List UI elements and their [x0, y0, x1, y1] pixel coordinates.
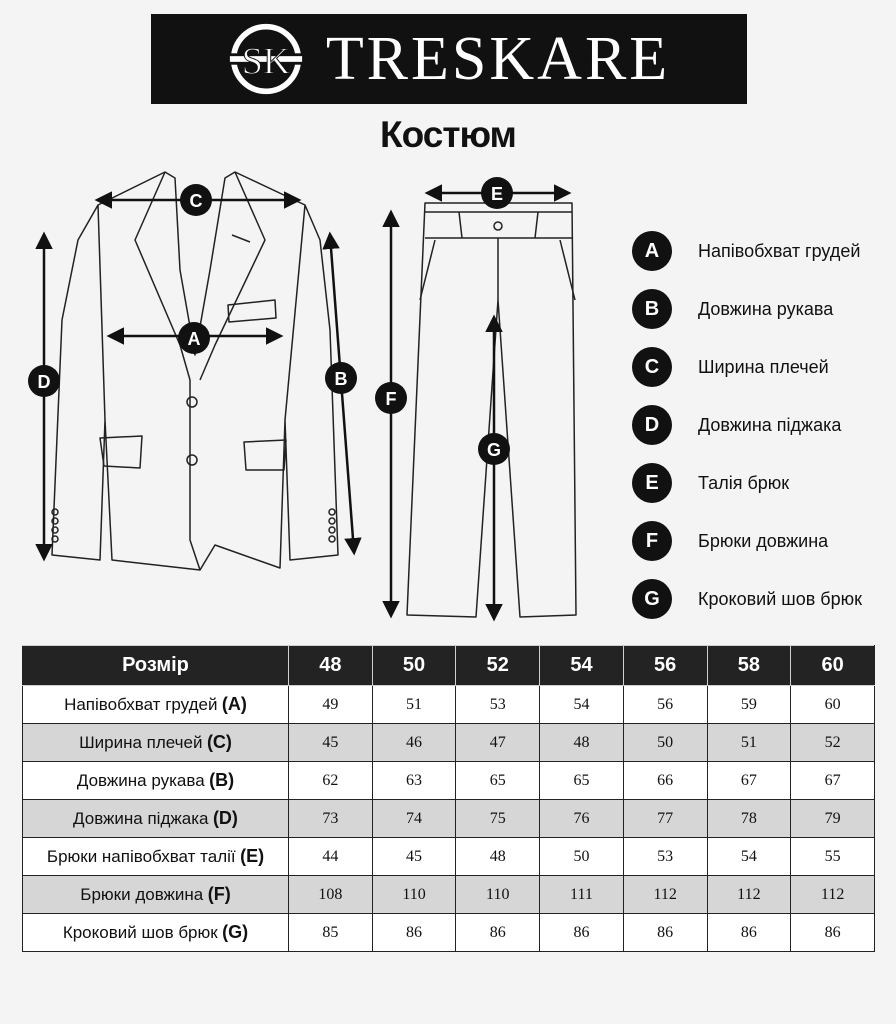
table-cell: 62 — [289, 762, 373, 800]
table-cell: 59 — [707, 686, 791, 724]
size-column-header: 60 — [791, 646, 875, 686]
table-cell: 112 — [791, 876, 875, 914]
table-row — [23, 800, 875, 838]
table-cell: 48 — [540, 724, 624, 762]
table-cell: 56 — [623, 686, 707, 724]
table-cell: 44 — [289, 838, 373, 876]
row-label: Брюки напівобхват талії — [46, 847, 236, 866]
badge-f — [375, 382, 407, 414]
table-cell: 86 — [707, 914, 791, 952]
table-cell: 75 — [456, 800, 540, 838]
table-cell: 45 — [372, 838, 456, 876]
page-title: Костюм — [380, 114, 516, 155]
badge-c — [180, 184, 212, 216]
row-code: (C) — [206, 732, 232, 752]
table-cell: 49 — [289, 686, 373, 724]
table-row — [23, 762, 875, 800]
badge-e — [481, 177, 513, 209]
table-cell: 53 — [623, 838, 707, 876]
table-cell: 73 — [289, 800, 373, 838]
size-column-header: 48 — [289, 646, 373, 686]
size-column-header: 56 — [623, 646, 707, 686]
suit-measurement-diagram — [0, 160, 620, 630]
row-header — [23, 686, 289, 724]
row-code: (F) — [207, 884, 231, 904]
trousers-drawing — [407, 203, 576, 617]
badge-b — [325, 362, 357, 394]
svg-text:C: C — [189, 191, 203, 211]
legend-item-g — [628, 570, 896, 628]
legend-letter: C — [632, 347, 672, 387]
table-cell: 110 — [456, 876, 540, 914]
legend-letter: B — [632, 289, 672, 329]
jacket-drawing — [52, 172, 338, 570]
table-cell: 55 — [791, 838, 875, 876]
legend-letter: G — [632, 579, 672, 619]
legend-item-c — [628, 338, 896, 396]
legend-letter: F — [632, 521, 672, 561]
table-cell: 66 — [623, 762, 707, 800]
badge-d — [28, 365, 60, 397]
table-cell: 86 — [791, 914, 875, 952]
row-header — [23, 876, 289, 914]
table-cell: 79 — [791, 800, 875, 838]
table-cell: 76 — [540, 800, 624, 838]
badge-g — [478, 433, 510, 465]
table-header-row — [23, 646, 875, 686]
row-label: Ширина плечей — [79, 733, 203, 752]
table-cell: 86 — [623, 914, 707, 952]
row-code: (B) — [209, 770, 235, 790]
table-cell: 54 — [540, 686, 624, 724]
legend-text: Напівобхват грудей — [698, 240, 861, 261]
legend-item-f — [628, 512, 896, 570]
legend-text: Довжина піджака — [698, 414, 842, 435]
table-row — [23, 724, 875, 762]
legend-letter: D — [632, 405, 672, 445]
legend-text: Брюки довжина — [698, 530, 829, 551]
table-cell: 112 — [623, 876, 707, 914]
row-code: (D) — [212, 808, 238, 828]
table-cell: 108 — [289, 876, 373, 914]
legend-text: Кроковий шов брюк — [698, 588, 862, 609]
table-cell: 111 — [540, 876, 624, 914]
legend-item-d — [628, 396, 896, 454]
row-label: Брюки довжина — [80, 885, 204, 904]
table-cell: 63 — [372, 762, 456, 800]
size-column-header: 52 — [456, 646, 540, 686]
legend-item-a — [628, 222, 896, 280]
svg-text:E: E — [490, 184, 504, 204]
svg-text:B: B — [334, 369, 348, 389]
size-column-header: 50 — [372, 646, 456, 686]
table-cell: 86 — [540, 914, 624, 952]
table-cell: 85 — [289, 914, 373, 952]
table-cell: 51 — [707, 724, 791, 762]
table-cell: 52 — [791, 724, 875, 762]
row-header — [23, 724, 289, 762]
row-code: (E) — [240, 846, 265, 866]
table-cell: 65 — [540, 762, 624, 800]
table-cell: 86 — [456, 914, 540, 952]
table-cell: 46 — [372, 724, 456, 762]
table-cell: 60 — [791, 686, 875, 724]
table-cell: 86 — [372, 914, 456, 952]
row-header — [23, 800, 289, 838]
size-column-header: 58 — [707, 646, 791, 686]
table-row — [23, 876, 875, 914]
size-table — [22, 645, 875, 952]
legend-text: Довжина рукава — [698, 298, 834, 319]
table-cell: 67 — [791, 762, 875, 800]
size-header-label: Розмір — [23, 646, 289, 686]
table-cell: 67 — [707, 762, 791, 800]
table-cell: 74 — [372, 800, 456, 838]
row-code: (A) — [221, 694, 247, 714]
table-cell: 78 — [707, 800, 791, 838]
size-column-header: 54 — [540, 646, 624, 686]
row-label: Довжина піджака — [73, 809, 209, 828]
legend-letter: E — [632, 463, 672, 503]
table-row — [23, 914, 875, 952]
svg-text:D: D — [37, 372, 51, 392]
table-cell: 53 — [456, 686, 540, 724]
table-cell: 77 — [623, 800, 707, 838]
table-cell: 65 — [456, 762, 540, 800]
table-cell: 51 — [372, 686, 456, 724]
table-row — [23, 686, 875, 724]
brand-header — [151, 14, 747, 104]
legend-text: Талія брюк — [698, 472, 790, 493]
svg-text:A: A — [187, 329, 201, 349]
table-cell: 50 — [540, 838, 624, 876]
table-cell: 47 — [456, 724, 540, 762]
table-row — [23, 838, 875, 876]
row-header — [23, 838, 289, 876]
table-cell: 48 — [456, 838, 540, 876]
brand-name: TRESKARE — [325, 25, 671, 93]
svg-text:F: F — [385, 389, 397, 409]
table-cell: 45 — [289, 724, 373, 762]
row-label: Кроковий шов брюк — [62, 923, 218, 942]
row-header — [23, 762, 289, 800]
table-cell: 50 — [623, 724, 707, 762]
legend-letter: A — [632, 231, 672, 271]
legend-text: Ширина плечей — [698, 356, 829, 377]
table-cell: 110 — [372, 876, 456, 914]
svg-text:G: G — [486, 440, 502, 460]
row-label: Напівобхват грудей — [64, 695, 218, 714]
row-label: Довжина рукава — [76, 771, 205, 790]
badge-a — [178, 322, 210, 354]
table-cell: 54 — [707, 838, 791, 876]
table-cell: 112 — [707, 876, 791, 914]
svg-text:SK: SK — [241, 40, 291, 83]
measurement-legend — [628, 222, 896, 628]
legend-item-e — [628, 454, 896, 512]
row-header — [23, 914, 289, 952]
legend-item-b — [628, 280, 896, 338]
row-code: (G) — [222, 922, 249, 942]
brand-logo-icon — [228, 21, 304, 97]
